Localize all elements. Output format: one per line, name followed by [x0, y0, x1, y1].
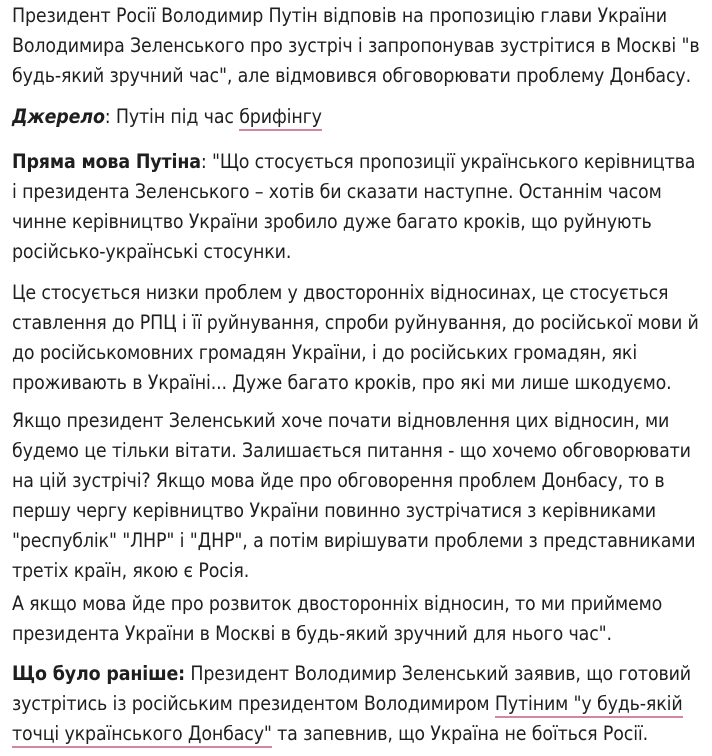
earlier-text-before: Президент Володимир Зеленський заявив, що готовий зустрітись із російським президентом Володимиром [12, 662, 691, 715]
quote-paragraph-4: А якщо мова йде про розвиток двосторонніх відносин, то ми приймемо президента України в Москві в будь-який зручний для нього час". [12, 592, 663, 645]
quote-paragraph-2: Це стосується низки проблем у двосторонніх відносинах, це стосується ставлення до РПЦ і її руйнування, спроби руйнування, до російської мови й до російськомовних громадян України, і до російських громадян, які проживають в Україні... Дуже багато кроків, про які ми лише шкодуємо. [12, 281, 699, 394]
earlier-label: Що було раніше: [12, 662, 185, 685]
source-paragraph [12, 102, 702, 132]
source-label: Джерело [12, 105, 105, 128]
putin-donbas-link[interactable]: Путіним "у будь-якій точці українського Донбасу" [12, 692, 683, 748]
earlier-paragraph [12, 659, 702, 749]
lead-paragraph: Президент Росії Володимир Путін відповів на пропозицію глави України Володимира Зеленського про зустріч і запропонував зустрітися в Москві "в будь-який зручний час", але відмовився обговорювати проблему Донбасу. [12, 4, 700, 87]
source-text: : Путін під час [104, 105, 240, 128]
direct-speech-paragraph [12, 147, 702, 267]
briefing-link[interactable]: брифінгу [239, 105, 322, 131]
quote-paragraph-3: Якщо президент Зеленський хоче почати відновлення цих відносин, ми будемо це тільки вітати. Залишається питання - що хочемо обговорювати на цій зустрічі? Якщо мова йде про обговорення проблем Донбасу, то в першу чергу керівництво України повинно зустрічатися з керівниками "республік" "ЛНР" і "ДНР", а потім вирішувати проблеми з представниками третіх країн, якою є Росія. [12, 409, 696, 582]
direct-speech-text: : "Що стосується пропозиції українського керівництва і президента Зеленського – хотів би сказати наступне. Останнім часом чинне керівництво України зробило дуже багато кроків, що руйнують російсько-українські стосунки. [12, 150, 696, 263]
direct-speech-label: Пряма мова Путіна [12, 150, 201, 173]
earlier-text-after: та запевнив, що Україна не боїться Росії. [271, 722, 649, 745]
